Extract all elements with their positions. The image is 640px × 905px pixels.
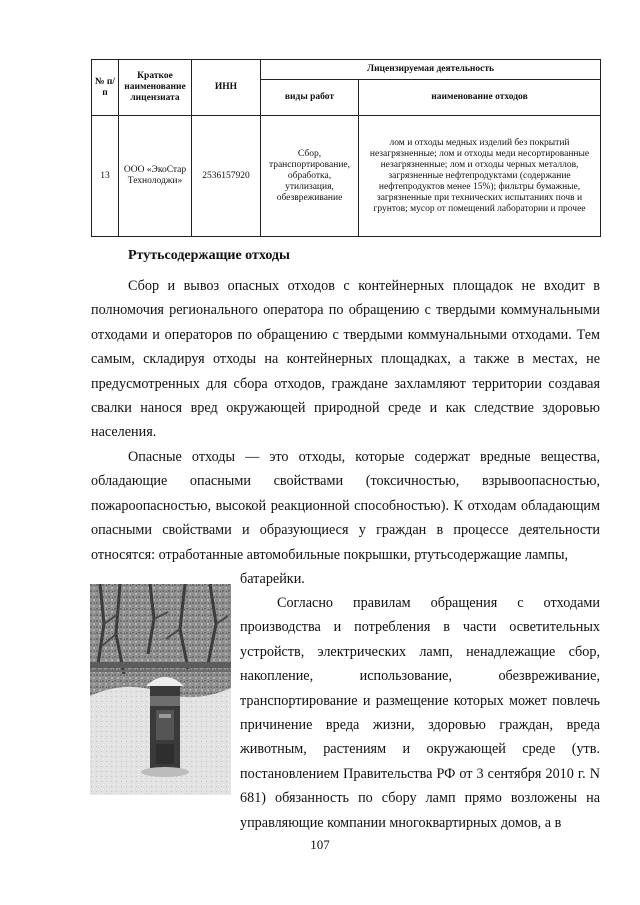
section-heading: Ртутьсодержащие отходы — [128, 248, 290, 263]
col-header-inn: ИНН — [192, 60, 261, 116]
license-table — [91, 59, 601, 237]
table-row — [92, 116, 601, 237]
col-header-licensed-activity: Лицензируемая деятельность — [261, 60, 601, 80]
page-number: 107 — [310, 837, 330, 852]
paragraph-2: Опасные отходы — это отходы, которые содержат вредные вещества, обладающие опасными свойствами (токсичностью, взрывоопасностью, пожароопасностью, высокой реакционной способностью). К отходам обладающим опасными свойствами и образующиеся у граждан в процессе деятельности относятся: отработанные автомобильные покрышки, ртутьсодержащие лампы, — [91, 449, 600, 563]
col-header-number: № п/п — [92, 60, 119, 116]
col-header-waste-names: наименование отходов — [359, 80, 601, 116]
cell-waste-names: лом и отходы медных изделий без покрытий незагрязненные; лом и отходы меди несортированные незагрязненные; лом и отходы черных металлов, загрязненные нефтепродуктами (содержание нефтепродуктов менее 15%); фильтры бумажные, загрязненные при технических испытаниях почв и грунтов; мусор от помещений лаборатории и прочее — [359, 116, 601, 237]
paragraph-3: батарейки. — [240, 571, 305, 587]
cell-inn: 2536157920 — [192, 116, 261, 237]
cell-number: 13 — [92, 116, 119, 237]
paragraph-4: Согласно правилам обращения с отходами производства и потребления в части осветительных устройств, электрических ламп, ненадлежащие сбор, накопление, использование, обезвреживание, транспортирование и размещение которых может повлечь причинение вреда жизни, здоровью граждан, вреда животным, растениям и окружающей среде (утв. постановлением Правительства РФ от 3 сентября 2010 г. N 681) обязанность по сбору ламп прямо возложены на управляющие компании многоквартирных домов, а в — [240, 595, 600, 831]
paragraph-1: Сбор и вывоз опасных отходов с контейнерных площадок не входит в полномочия регионального оператора по обращению с твердыми коммунальными отходами и операторов по обращению с твердыми коммунальными отходами. Тем самым, складируя отходы на контейнерных площадках, а также в местах, не предусмотренных для сбора отходов, граждане захламляют территории создавая свалки нанося вред окружающей природной среде и как следствие здоровью населения. — [91, 278, 600, 441]
cell-name: ООО «ЭкоСтар Технолоджи» — [119, 116, 192, 237]
waste-container-photo — [90, 584, 231, 795]
col-header-work-types: виды работ — [261, 80, 359, 116]
col-header-name: Краткое наименование лицензиата — [119, 60, 192, 116]
cell-work-types: Сбор, транспортирование, обработка, утилизация, обезвреживание — [261, 116, 359, 237]
